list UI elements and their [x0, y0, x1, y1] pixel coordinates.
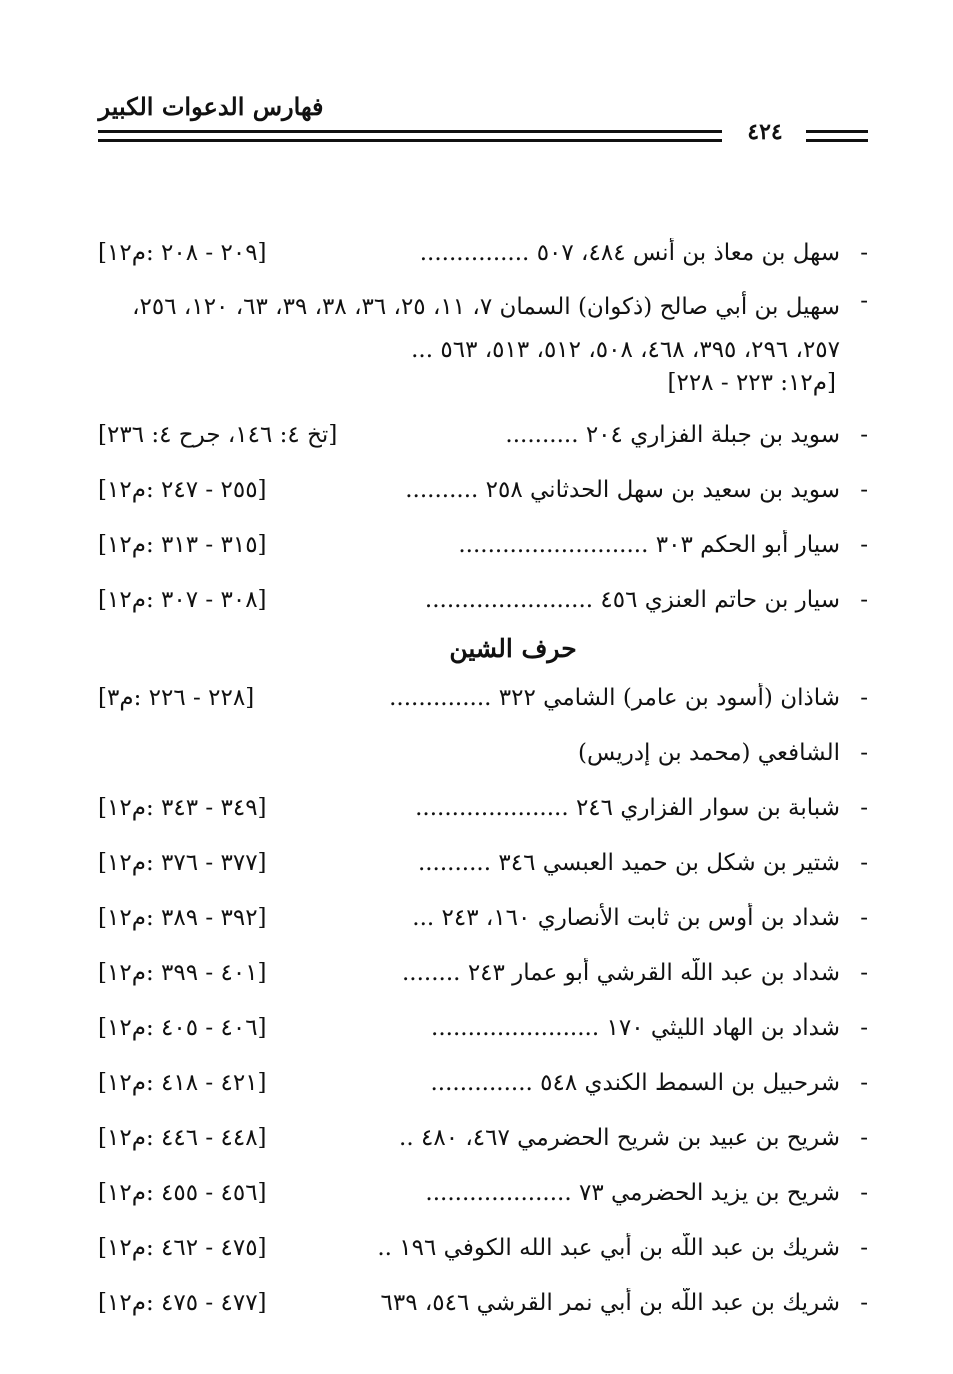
- entry-dash: -: [860, 960, 868, 986]
- entry-dash: -: [860, 685, 868, 711]
- header-rule: [806, 130, 868, 133]
- index-entries: [98, 238, 868, 1343]
- index-entry: [98, 903, 868, 933]
- index-entry: [98, 1178, 868, 1208]
- entry-name: شريح بن عبيد بن شريح الحضرمي ٤٦٧، ٤٨٠ ..: [399, 1125, 840, 1151]
- entry-dash: -: [860, 422, 868, 448]
- entry-reference: [٣٤٩ - ٣٤٣ :م١٢]: [98, 793, 271, 823]
- running-title: فهارس الدعوات الكبير: [98, 92, 324, 121]
- index-entry: [98, 1068, 868, 1098]
- index-entry: [98, 530, 868, 560]
- entry-dash: -: [860, 587, 868, 613]
- index-entry: [98, 1013, 868, 1043]
- entry-reference: [٣١٥ - ٣١٣ :م١٢]: [98, 530, 271, 560]
- index-entry: [98, 738, 868, 768]
- entry-reference: [م١٢: ٢٢٣ - ٢٢٨]: [667, 368, 840, 398]
- index-entry: [98, 1288, 868, 1318]
- entry-name: شريك بن عبد اللّه بن أبي نمر القرشي ٥٤٦، ٦٣٩: [380, 1290, 840, 1316]
- entry-dash: -: [860, 1290, 868, 1316]
- entry-name: شبابة بن سوار الفزاري ٢٤٦ .....................: [415, 795, 840, 821]
- entry-name: شتير بن شكل بن حميد العبسي ٣٤٦ ..........: [417, 850, 840, 876]
- entry-name: شاذان (أسود بن عامر) الشامي ٣٢٢ ..............: [389, 685, 840, 711]
- entry-dash: -: [860, 240, 868, 266]
- index-entry: [98, 238, 868, 268]
- entry-name: سيار أبو الحكم ٣٠٣ ..........................: [458, 532, 840, 558]
- entry-dash: -: [860, 477, 868, 503]
- entry-dash: -: [860, 850, 868, 876]
- entry-dash: -: [860, 740, 868, 766]
- section-heading: حرف الشين: [449, 634, 577, 663]
- entry-name: شداد بن أوس بن ثابت الأنصاري ١٦٠، ٢٤٣ ...: [412, 905, 840, 931]
- entry-reference: [٢٠٩ - ٢٠٨ :م١٢]: [98, 238, 271, 268]
- entry-reference: [٤٠٦ - ٤٠٥ :م١٢]: [98, 1013, 271, 1043]
- index-entry: [98, 475, 868, 505]
- entry-dash: -: [860, 905, 868, 931]
- entry-dash: -: [860, 1125, 868, 1151]
- index-entry: [98, 958, 868, 988]
- header-rule: [98, 130, 722, 133]
- page-number: ٤٢٤: [747, 119, 783, 145]
- entry-reference: [٤٥٦ - ٤٥٥ :م١٢]: [98, 1178, 271, 1208]
- entry-reference: [٤٠١ - ٣٩٩ :م١٢]: [98, 958, 271, 988]
- entry-dash: -: [860, 1180, 868, 1206]
- entry-reference: [٤٢١ - ٤١٨ :م١٢]: [98, 1068, 271, 1098]
- entry-name: سويد بن سعيد بن سهل الحدثاني ٢٥٨ ..........: [405, 477, 840, 503]
- entry-reference: [٣٩٢ - ٣٨٩ :م١٢]: [98, 903, 271, 933]
- entry-name: الشافعي (محمد بن إدريس): [578, 740, 840, 766]
- entry-reference: [٤٤٨ - ٤٤٦ :م١٢]: [98, 1123, 271, 1153]
- entry-name: سويد بن جبلة الفزاري ٢٠٤ ..........: [505, 422, 840, 448]
- entry-name: سيار بن حاتم العنزي ٤٥٦ .......................: [424, 587, 840, 613]
- entry-name: شداد بن عبد اللّه القرشي أبو عمار ٢٤٣ ........: [402, 960, 840, 986]
- entry-reference: [٤٧٥ - ٤٦٢ :م١٢]: [98, 1233, 271, 1263]
- entry-dash: -: [860, 1235, 868, 1261]
- index-entry: [98, 1123, 868, 1153]
- index-entry: [98, 848, 868, 878]
- index-entry: [98, 793, 868, 823]
- entry-name: شريح بن يزيد الحضرمي ٧٣ ....................: [425, 1180, 840, 1206]
- entry-dash: -: [860, 1070, 868, 1096]
- index-entry: [98, 286, 868, 398]
- entry-name: شريك بن عبد اللّه بن أبي عبد الله الكوفي ١٩٦ ..: [377, 1235, 840, 1261]
- entry-reference: [٤٧٧ - ٤٧٥ :م١٢]: [98, 1288, 271, 1318]
- index-entry: [98, 1233, 868, 1263]
- index-entry: [98, 420, 868, 450]
- entry-dash: -: [860, 532, 868, 558]
- entry-dash: -: [860, 795, 868, 821]
- entry-reference: [٢٢٨ - ٢٢٦ :م٣]: [98, 683, 258, 713]
- entry-reference: [٣٧٧ - ٣٧٦ :م١٢]: [98, 848, 271, 878]
- entry-dash: -: [860, 288, 868, 314]
- entry-name: سهل بن معاذ بن أنس ٤٨٤، ٥٠٧ ...............: [419, 240, 840, 266]
- entry-dash: -: [860, 1015, 868, 1041]
- entry-name: شداد بن الهاد الليثي ١٧٠ .......................: [431, 1015, 840, 1041]
- entry-reference: [تخ ٤: ١٤٦، جرح ٤: ٢٣٦]: [98, 420, 341, 450]
- index-entry: [98, 585, 868, 615]
- header-rule: [806, 139, 868, 142]
- header-rule: [98, 139, 722, 142]
- entry-name: سهيل بن أبي صالح (ذكوان) السمان ٧، ١١، ٢٥، ٣٦، ٣٨، ٣٩، ٦٣، ١٢٠، ٢٥٦، ٢٥٧، ٢٩٦، ٣٩٥، ٤٦٨، ٥٠٨، ٥١٢، ٥١٣، ٥٦٣ ...: [132, 294, 840, 363]
- entry-name: شرحبيل بن السمط الكندي ٥٤٨ ..............: [430, 1070, 840, 1096]
- index-entry: [98, 683, 868, 713]
- entry-reference: [٣٠٨ - ٣٠٧ :م١٢]: [98, 585, 271, 615]
- entry-reference: [٢٥٥ - ٢٤٧ :م١٢]: [98, 475, 271, 505]
